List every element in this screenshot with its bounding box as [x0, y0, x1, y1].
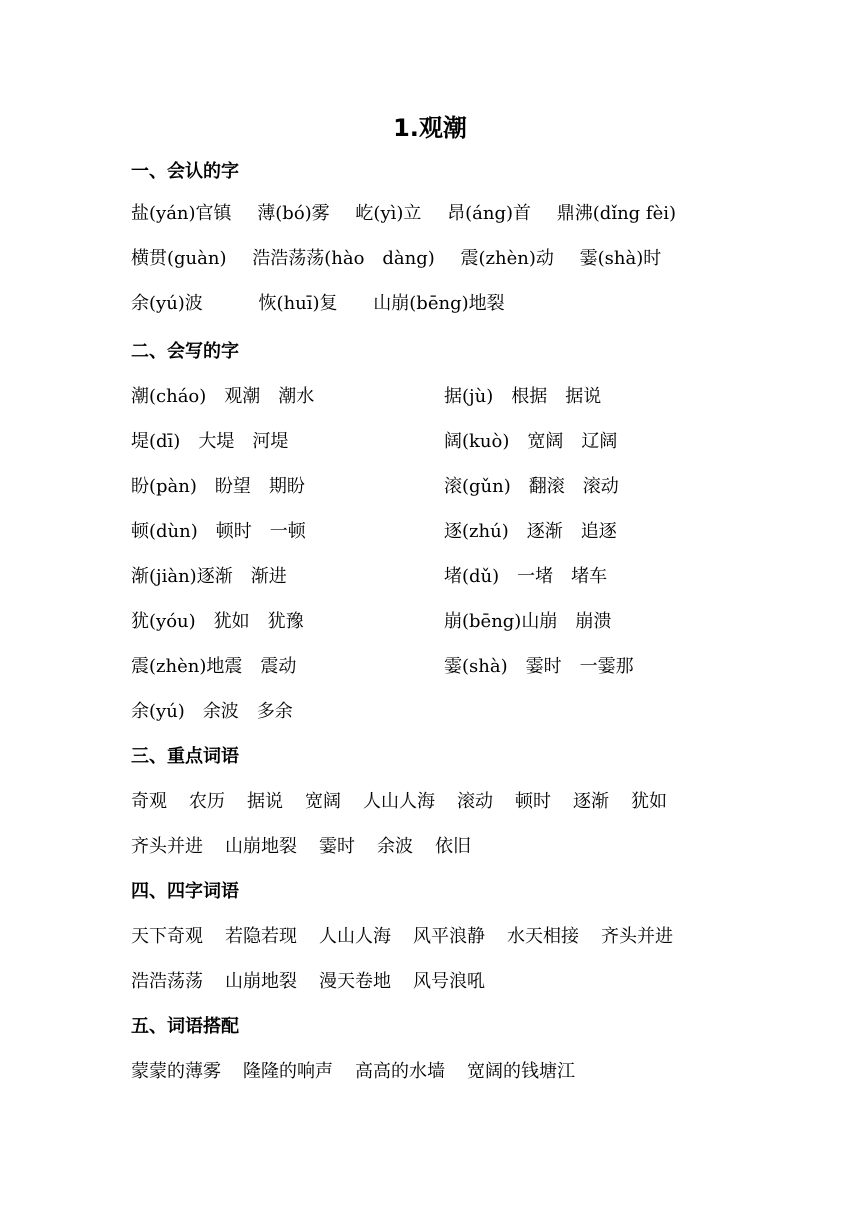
word-item: 风平浪静	[413, 926, 485, 947]
write-word: 大堤	[198, 431, 235, 452]
word-item: 宽阔的钱塘江	[467, 1061, 575, 1082]
write-word: 犹如	[213, 611, 250, 632]
word-item: 据说	[247, 791, 283, 812]
write-word: 观潮	[224, 386, 261, 407]
word-item: 山崩地裂	[225, 971, 297, 992]
write-word: 余波	[202, 701, 239, 722]
recognize-row-2	[131, 246, 661, 272]
recognize-row-3	[131, 291, 505, 317]
write-row-left	[131, 519, 306, 545]
recognize-item: 震(zhèn)动	[460, 248, 554, 269]
recognize-item: 余(yú)波	[131, 293, 203, 314]
four-char-row-2	[131, 969, 485, 995]
page-title: 1.观潮	[393, 114, 467, 142]
write-row-right	[444, 564, 607, 590]
write-row-left	[131, 474, 305, 500]
write-word: 犹(yóu)	[131, 611, 196, 632]
write-word: 震(zhèn)地震	[131, 656, 243, 677]
write-word: 据说	[565, 386, 602, 407]
write-row-left	[131, 429, 288, 455]
recognize-item: 屹(yì)立	[355, 203, 422, 224]
write-row-left	[131, 609, 304, 635]
word-item: 依旧	[435, 836, 471, 857]
write-word: 期盼	[268, 476, 305, 497]
write-row-left	[131, 564, 287, 590]
word-item: 犹如	[631, 791, 667, 812]
recognize-item: 横贯(guàn)	[131, 248, 227, 269]
recognize-row-1	[131, 201, 676, 227]
key-words-row-2	[131, 834, 471, 860]
word-item: 蒙蒙的薄雾	[131, 1061, 221, 1082]
recognize-item: 鼎沸(dǐng fèi)	[556, 203, 677, 224]
word-item: 霎时	[319, 836, 355, 857]
write-word: 盼望	[214, 476, 251, 497]
section-heading-collocation: 五、词语搭配	[131, 1016, 239, 1037]
collocation-row	[131, 1059, 575, 1085]
recognize-item: 薄(bó)雾	[257, 203, 330, 224]
write-word: 一顿	[269, 521, 306, 542]
word-item: 农历	[189, 791, 225, 812]
write-word: 据(jù)	[444, 386, 494, 407]
recognize-item: 昂(áng)首	[447, 203, 532, 224]
word-item: 水天相接	[507, 926, 579, 947]
write-row-right	[444, 609, 611, 635]
word-item: 齐头并进	[601, 926, 673, 947]
write-row-right	[444, 519, 617, 545]
write-row-left	[131, 699, 293, 725]
write-word: 霎时	[525, 656, 562, 677]
word-item: 天下奇观	[131, 926, 203, 947]
word-item: 滚动	[457, 791, 493, 812]
word-item: 若隐若现	[225, 926, 297, 947]
write-word: 阔(kuò)	[444, 431, 510, 452]
write-word: 一霎那	[579, 656, 634, 677]
write-word: 潮(cháo)	[131, 386, 207, 407]
word-item: 山崩地裂	[225, 836, 297, 857]
write-word: 崩溃	[575, 611, 612, 632]
word-item: 风号浪吼	[413, 971, 485, 992]
write-word: 根据	[511, 386, 548, 407]
write-row-right	[444, 384, 601, 410]
write-word: 辽阔	[581, 431, 618, 452]
word-item: 奇观	[131, 791, 167, 812]
word-item: 人山人海	[363, 791, 435, 812]
word-item: 余波	[377, 836, 413, 857]
write-word: 追逐	[580, 521, 617, 542]
write-word: 堵车	[571, 566, 608, 587]
section-heading-recognize: 一、会认的字	[131, 161, 239, 182]
recognize-item: 山崩(bēng)地裂	[373, 293, 505, 314]
section-heading-write: 二、会写的字	[131, 341, 239, 362]
write-word: 逐(zhú)	[444, 521, 509, 542]
write-word: 一堵	[517, 566, 554, 587]
section-heading-key-words: 三、重点词语	[131, 746, 239, 767]
write-word: 顿时	[215, 521, 252, 542]
word-item: 漫天卷地	[319, 971, 391, 992]
write-row-right	[444, 429, 617, 455]
word-item: 逐渐	[573, 791, 609, 812]
recognize-item: 恢(huī)复	[258, 293, 338, 314]
write-word: 堵(dǔ)	[444, 566, 500, 587]
write-word: 宽阔	[527, 431, 564, 452]
write-word: 余(yú)	[131, 701, 185, 722]
word-item: 齐头并进	[131, 836, 203, 857]
write-row-left	[131, 654, 296, 680]
write-word: 翻滚	[528, 476, 565, 497]
write-word: 多余	[256, 701, 293, 722]
recognize-item: 盐(yán)官镇	[131, 203, 232, 224]
write-row-right	[444, 654, 634, 680]
write-word: 震动	[260, 656, 297, 677]
word-item: 浩浩荡荡	[131, 971, 203, 992]
write-word: 河堤	[252, 431, 289, 452]
word-item: 顿时	[515, 791, 551, 812]
recognize-item: 浩浩荡荡(hào dàng)	[252, 248, 435, 269]
write-row-left	[131, 384, 314, 410]
write-word: 渐进	[250, 566, 287, 587]
four-char-row-1	[131, 924, 673, 950]
word-item: 高高的水墙	[355, 1061, 445, 1082]
write-word: 顿(dùn)	[131, 521, 198, 542]
write-word: 霎(shà)	[444, 656, 508, 677]
write-row-right	[444, 474, 619, 500]
write-word: 逐渐	[526, 521, 563, 542]
write-word: 滚动	[582, 476, 619, 497]
write-word: 潮水	[278, 386, 315, 407]
section-heading-four-char: 四、四字词语	[131, 881, 239, 902]
word-item: 人山人海	[319, 926, 391, 947]
recognize-item: 霎(shà)时	[579, 248, 662, 269]
write-word: 盼(pàn)	[131, 476, 197, 497]
write-word: 犹豫	[267, 611, 304, 632]
write-word: 渐(jiàn)逐渐	[131, 566, 233, 587]
key-words-row-1	[131, 789, 667, 815]
word-item: 宽阔	[305, 791, 341, 812]
write-word: 滚(gǔn)	[444, 476, 511, 497]
write-word: 堤(dī)	[131, 431, 181, 452]
word-item: 隆隆的响声	[243, 1061, 333, 1082]
write-word: 崩(bēng)山崩	[444, 611, 558, 632]
